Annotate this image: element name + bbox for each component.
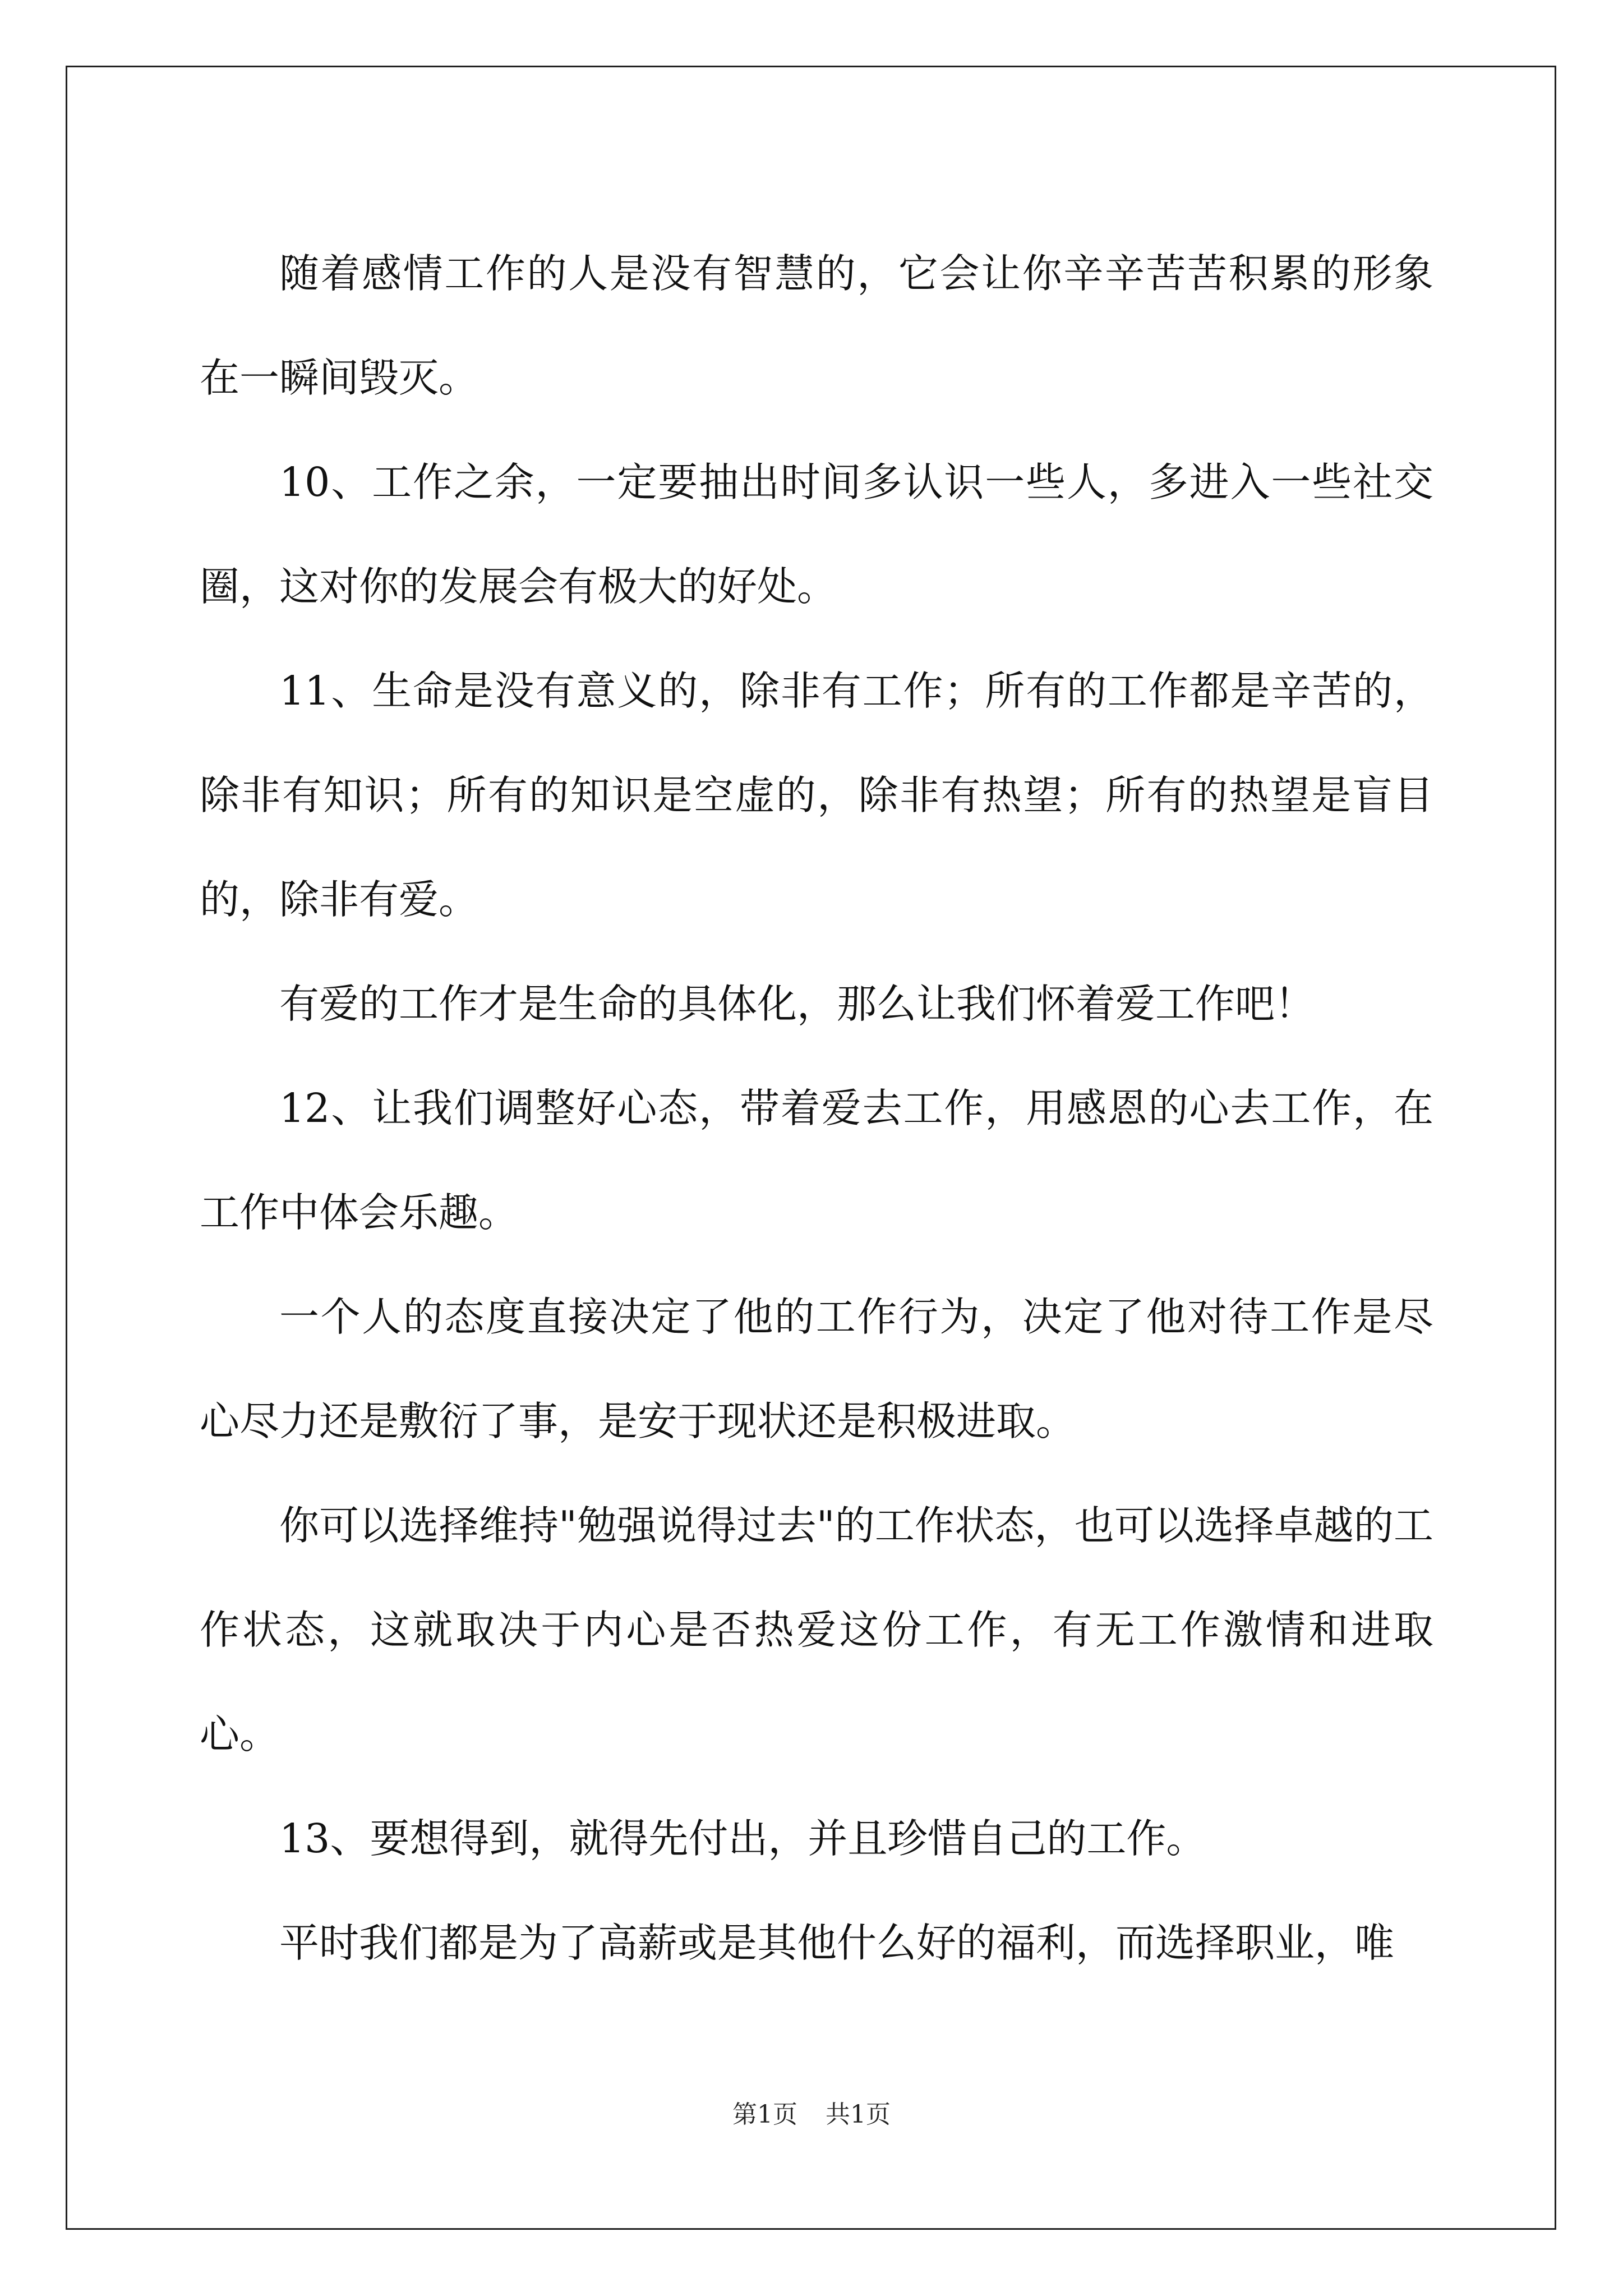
paragraph-9: 平时我们都是为了高薪或是其他什么好的福利，而选择职业，唯 [279, 1920, 1395, 1966]
paragraph-6: 一个人的态度直接决定了他的工作行为，决定了他对待工作是尽心尽力还是敷衍了事，是安于现状还是积极进取。 [200, 1294, 1433, 1444]
paragraph-8: 13、要想得到，就得先付出，并且珍惜自己的工作。 [279, 1815, 1206, 1862]
document-body [200, 222, 1433, 1995]
paragraph-1: 随着感情工作的人是没有智慧的，它会让你辛辛苦苦积累的形象在一瞬间毁灭。 [200, 250, 1433, 401]
page-footer [0, 2098, 1623, 2132]
paragraph-3: 11、生命是没有意义的，除非有工作；所有的工作都是辛苦的，除非有知识；所有的知识是空虚的，除非有热望；所有的热望是盲目的，除非有爱。 [200, 668, 1433, 923]
page-number: 第1页 [732, 2100, 797, 2129]
paragraph-7: 你可以选择维持"勉强说得过去"的工作状态，也可以选择卓越的工作状态，这就取决于内心是否热爱这份工作，有无工作激情和进取心。 [200, 1502, 1433, 1757]
paragraph-5: 12、让我们调整好心态，带着爱去工作，用感恩的心去工作，在工作中体会乐趣。 [200, 1085, 1433, 1236]
paragraph-4: 有爱的工作才是生命的具体化，那么让我们怀着爱工作吧！ [279, 981, 1315, 1027]
page-total: 共1页 [826, 2100, 891, 2129]
paragraph-2: 10、工作之余，一定要抽出时间多认识一些人，多进入一些社交圈，这对你的发展会有极大的好处。 [200, 459, 1433, 610]
